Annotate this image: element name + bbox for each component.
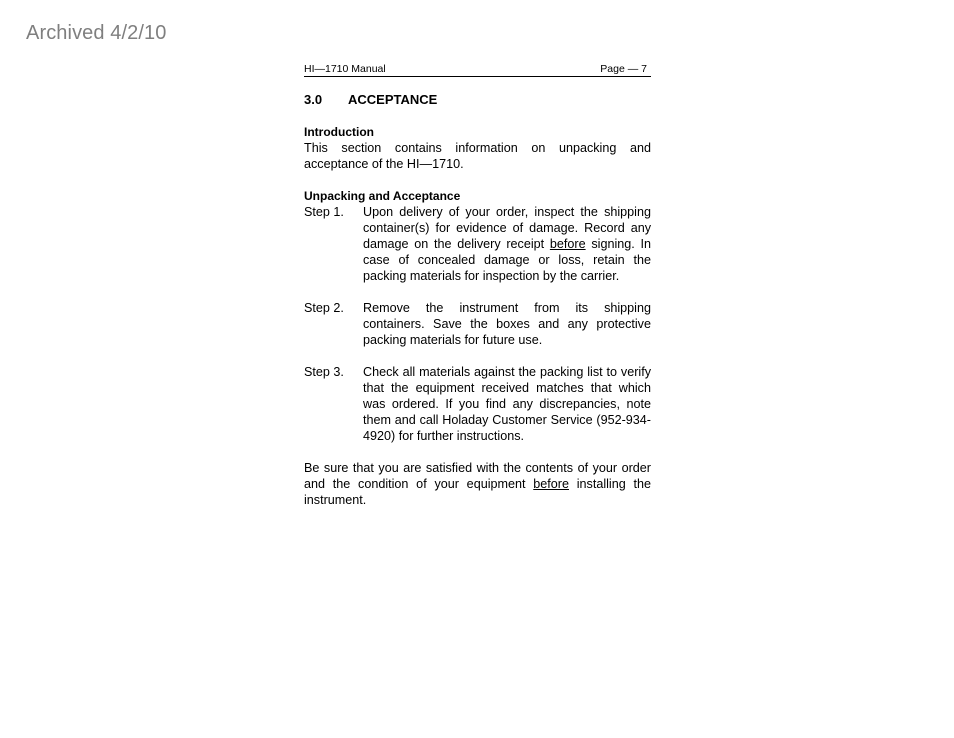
introduction-heading: Introduction [304, 125, 374, 139]
manual-title: HI—1710 Manual [304, 63, 386, 75]
page-header [304, 62, 651, 77]
step-text: Remove the instrument from its shipping containers. Save the boxes and any protective packing materials for future use. [363, 301, 651, 347]
section-title: ACCEPTANCE [348, 92, 438, 107]
before-emphasis: before [533, 477, 569, 491]
step-3 [304, 364, 651, 444]
unpacking-heading: Unpacking and Acceptance [304, 189, 461, 203]
closing-text-end: installing the instrument. [304, 477, 651, 507]
closing-paragraph [304, 460, 651, 508]
section-heading [304, 92, 651, 108]
before-emphasis: before [549, 237, 586, 251]
closing-text-start: Be sure that you are satisfied with the contents of your order and the condition of your equipment [304, 461, 651, 491]
archived-watermark: Archived 4/2/10 [26, 22, 167, 44]
step-label: Step 1. [304, 205, 344, 219]
step-text [363, 204, 651, 284]
step-text: Check all materials against the packing list to verify that the equipment received matches that which was ordered. If you find any discrepancies, note them and call Holaday Customer Service (952-934-4920) for further instructions. [363, 365, 651, 443]
step-label: Step 2. [304, 301, 344, 315]
page-number: Page — 7 [600, 63, 647, 75]
manual-page [304, 62, 651, 524]
step-label: Step 3. [304, 365, 344, 379]
section-number: 3.0 [304, 92, 323, 107]
introduction-text: This section contains information on unpacking and acceptance of the HI—1710. [304, 141, 651, 171]
step-2 [304, 300, 651, 348]
step-1-text-start: Upon delivery of your order, inspect the shipping container(s) for evidence of damage. Record any damage on the delivery receipt [363, 205, 651, 251]
step-1 [304, 204, 651, 284]
step-1-text-end: signing. In case of concealed damage or loss, retain the packing materials for inspection by the carrier. [363, 237, 651, 283]
